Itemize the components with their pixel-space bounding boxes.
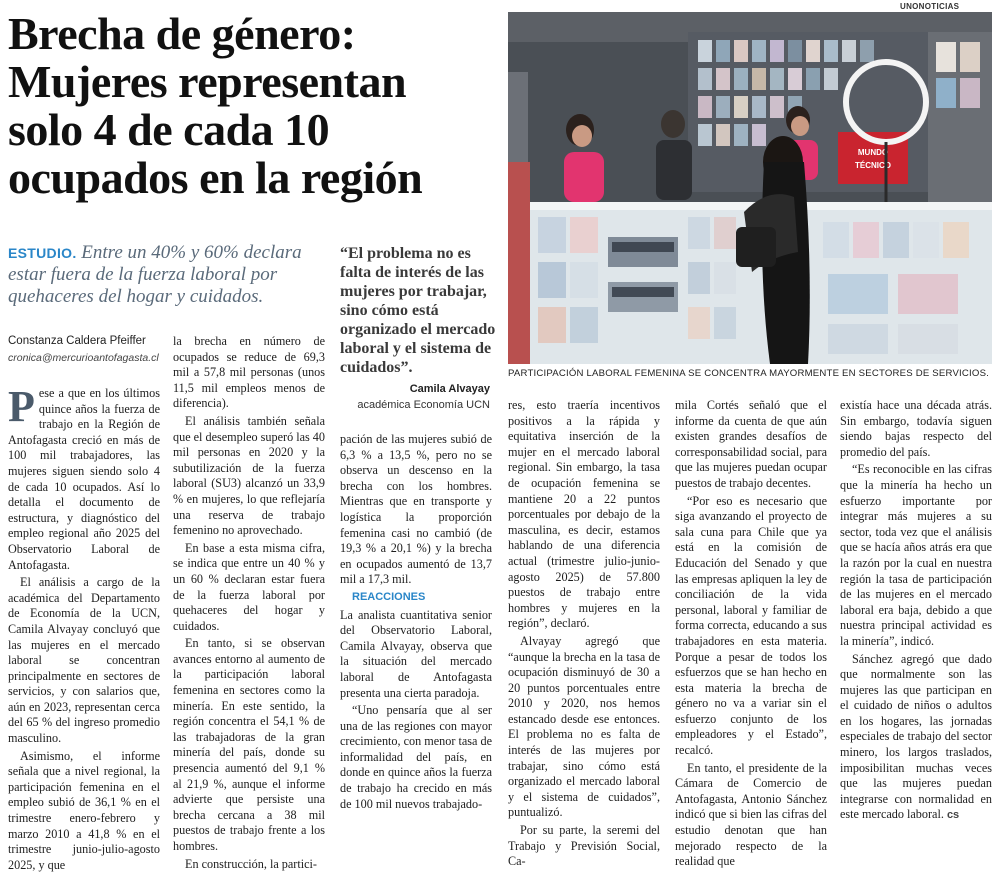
- section-subhead: REACCIONES: [352, 590, 426, 603]
- byline-author: Constanza Caldera Pfeiffer: [8, 335, 146, 347]
- paragraph: [840, 652, 992, 825]
- body-column-2: [173, 334, 325, 874]
- headline-line-2: Mujeres representan: [8, 56, 407, 107]
- paragraph-text: ese a que en los últimos quince años la fuerza de trabajo en la Región de Antofagasta creció en más de 100 mil trabajadores, las mujeres siguen siendo solo 4 de cada 10 ocupados. Así lo detalla el documento de estructura, y diagnóstico del empleo regional año 2025 del Observatorio Laboral de Antofagasta.: [8, 386, 160, 572]
- dropcap: P: [8, 382, 35, 431]
- paragraph: “Por eso es necesario que siga avanzando el proyecto de sala cuna para Chile que ya está en la comisión de Educación del Senado y que las empresas apliquen la ley de conciliación de la vida personal, laboral y familiar de forma correcta, educando a sus trabajadores en esta materia. Porque a pesar de todos los esfuerzos que se han hecho en esta materia la brecha de género no va a variar sin el esfuerzo conjunto de los empleadores y el Estado”, recalcó.: [675, 493, 827, 758]
- body-column-6: [840, 398, 992, 826]
- paragraph: “Uno pensaría que al ser una de las regiones con mayor crecimiento, con menor tasa de informalidad del país, en donde en quince años la fuerza de trabajo ha crecido en más de 100 mil nuevos trabajado-: [340, 703, 492, 811]
- lead-text: Entre un 40% y 60% declara estar fuera de la fuerza laboral por quehaceres del hogar y cuidados.: [8, 242, 302, 307]
- store-scene-illustration: [508, 12, 992, 364]
- body-column-4: [508, 398, 660, 872]
- paragraph: mila Cortés señaló que el informe da cuenta de que aún existen grandes desafíos de corresponsabilidad social, para que las mujeres puedan ocupar puestos de trabajo decentes.: [675, 398, 827, 490]
- lead-kicker: ESTUDIO.: [8, 245, 77, 261]
- body-column-5: [675, 398, 827, 872]
- paragraph: El análisis también señala que el desempleo superó las 40 mil personas en 2020 y la subutilización de la fuerza laboral (SU3) alcanzó un 33,9 % en mujeres, lo que reflejaría una reserva de trabajo femenino no aprovechado.: [173, 413, 325, 538]
- paragraph: En tanto, si se observan avances entorno al aumento de la participación laboral femenina en sectores como la minería. En este sentido, la región concentra el 54,1 % de las trabajadoras de la gran minería del país, donde su presencia aumentó del 9,1 % al 21,9 %, aunque el informe advierte que persiste una brecha cercana a 38 mil puestos de trabajo frente a los hombres.: [173, 636, 325, 853]
- svg-text:TÉCNICO: TÉCNICO: [855, 161, 891, 170]
- paragraph: En construcción, la partici-: [185, 856, 317, 871]
- paragraph: la brecha en número de ocupados se reduce de 69,3 mil a 57,8 mil personas (unos 11,5 mil empleos menos de diferencia).: [173, 334, 325, 411]
- paragraph: “Es reconocible en las cifras que la minería ha hecho un esfuerzo importante por integrar más mujeres a su sector, toda vez que el análisis que se hacía años atrás era que la razón por la cual en nuestra región la tasa de participación de las mujeres en el mercado laboral era baja, debido a que nuestra principal actividad es la minería”, indicó.: [840, 462, 992, 648]
- paragraph: En base a esta misma cifra, se indica que entre un 40 % y un 60 % declaran estar fuera de la fuerza laboral por quehaceres del hogar y cuidados.: [173, 540, 325, 633]
- paragraph: Alvayay agregó que “aunque la brecha en la tasa de ocupación disminuyó de 30 a 20 puntos porcentuales entre 2010 y 2020, nos hemos estancado desde ese entonces. El problema no es falta de interés de las mujeres por trabajar, sino cómo está organizado el mercado laboral y el sistema de cuidados”, puntualizó.: [508, 633, 660, 820]
- byline-email: cronica@mercurioantofagasta.cl: [8, 352, 159, 364]
- body-column-1: [8, 382, 160, 875]
- body-column-3: [340, 432, 492, 814]
- paragraph: Por su parte, la seremi del Trabajo y Previsión Social, Ca-: [508, 823, 660, 869]
- paragraph: res, esto traería incentivos positivos a la rápida y equitativa inserción de la mujer en el mercado laboral regional. Sin embargo, la tasa de ocupación femenina se mantiene 20 a 22 puntos porcentuales por debajo de la masculina, es decir, estamos hablando de una diferencia actual (trimestre julio-junio-agosto 2025) de 57.800 puestos de trabajo entre hombres y mujeres en la región”, declaró.: [508, 398, 660, 631]
- lead-paragraph: [8, 242, 333, 308]
- pull-quote-author: Camila Alvayay: [409, 383, 490, 395]
- end-mark: cs: [946, 809, 960, 822]
- photo-caption: PARTICIPACIÓN LABORAL FEMENINA SE CONCENTRA MAYORMENTE EN SECTORES DE SERVICIOS.: [508, 368, 990, 379]
- paragraph: La analista cuantitativa senior del Observatorio Laboral, Camila Alvayay, observa que la situación del mercado laboral de Antofagasta presenta una cierta paradoja.: [340, 607, 492, 700]
- paragraph: pación de las mujeres subió de 6,3 % a 13,5 %, pero no se observa un descenso en la brecha con los hombres. Mientras que en transporte y logística la proporción femenina casi no cambió (de 19,3 % a 20,1 %) y la brecha en ocupados aumentó de 13,7 mil a 17,3 mil.: [340, 432, 492, 587]
- paragraph: Asimismo, el informe señala que a nivel regional, la participación femenina en el empleo subió de 36,1 % en el trimestre enero-febrero y marzo 2010 a 41,8 % en el trimestre junio-julio-agosto 2025, y que: [8, 748, 160, 872]
- paragraph: En tanto, el presidente de la Cámara de Comercio de Antofagasta, Antonio Sánchez indicó que si bien las cifras del estudio denotan que han mejorado respecto de la realidad que: [675, 760, 827, 869]
- paragraph: El análisis a cargo de la académica del Departamento de Economía de la UCN, Camila Alvayay concluyó que las mujeres en el mercado laboral se concentran principalmente en sectores de servicios, y con salarios que, aún en 2023, representan cerca del 65 % del ingreso promedio masculino.: [8, 575, 160, 746]
- pull-quote-role: académica Economía UCN: [357, 399, 490, 411]
- paragraph-text: Sánchez agregó que dado que normalmente son las mujeres las que participan en el cuidado de niños o adultos en los hogares, las jornadas especiales de trabajo del sector minero, los largos traslados, imposibilitan muchas veces que las mujeres puedan integrarse con normalidad en este mercado laboral.: [840, 651, 992, 822]
- headline-line-1: Brecha de género:: [8, 8, 356, 59]
- paragraph: existía hace una década atrás. Sin embargo, todavía siguen siendo bajas respecto del promedio del país.: [840, 398, 992, 459]
- paragraph: [8, 382, 160, 573]
- photo-credit: UNONOTICIAS: [900, 2, 960, 11]
- news-photo: [508, 12, 992, 364]
- pull-quote: “El problema no es falta de interés de las mujeres por trabajar, sino cómo está organizado el mercado laboral y el sistema de cuidados”.: [340, 245, 496, 376]
- headline-line-4: ocupados en la región: [8, 152, 423, 203]
- svg-text:MUNDO: MUNDO: [857, 148, 889, 157]
- headline: [8, 10, 503, 202]
- headline-line-3: solo 4 de cada 10: [8, 104, 330, 155]
